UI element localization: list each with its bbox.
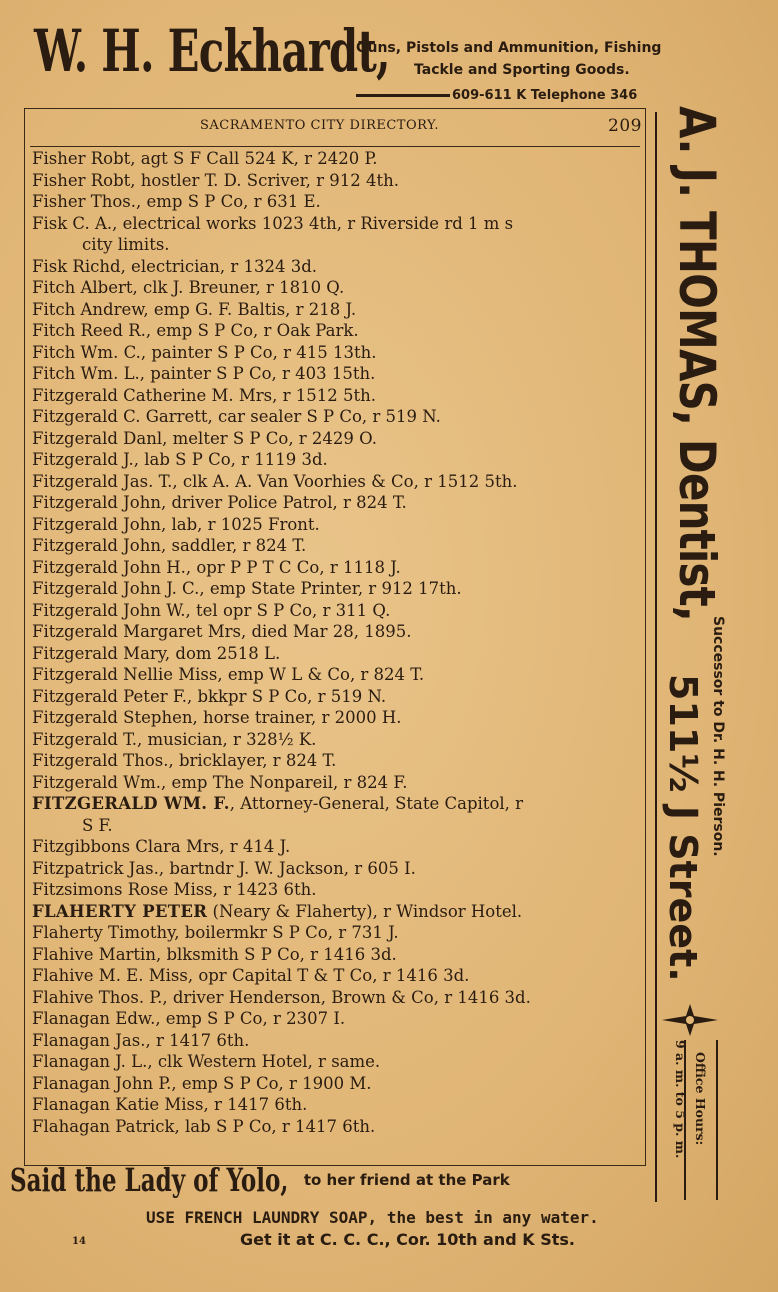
directory-entry xyxy=(32,600,640,622)
top-ad-name: W. H. Eckhardt, xyxy=(34,17,390,85)
entry-text: Fitch Reed R., emp S P Co, r Oak Park. xyxy=(32,321,359,340)
directory-entry xyxy=(32,148,640,170)
directory-entry xyxy=(32,213,640,235)
top-ad-tagline-2: Tackle and Sporting Goods. xyxy=(414,62,630,78)
entry-text: Fitzgerald John, driver Police Patrol, r 824 T. xyxy=(32,493,407,512)
entry-text: Fitzgerald Wm., emp The Nonpareil, r 824 F. xyxy=(32,772,408,792)
entry-text: Fisher Robt, hostler T. D. Scriver, r 912 4th. xyxy=(32,170,400,190)
directory-entry xyxy=(32,707,640,729)
entry-text: Fitzgerald John H., opr P P T C Co, r 1118 J. xyxy=(32,557,401,577)
entry-text: Flanagan Katie Miss, r 1417 6th. xyxy=(32,1095,308,1114)
directory-entry xyxy=(32,320,640,342)
entry-text: Fitzgerald John, lab, r 1025 Front. xyxy=(32,514,320,534)
entry-text: Fitch Wm. L., painter S P Co, r 403 15th. xyxy=(32,364,376,383)
directory-entry xyxy=(32,471,640,493)
entry-text: Fitzgerald John W., tel opr S P Co, r 311 Q. xyxy=(32,600,391,620)
bottom-ad-location: Get it at C. C. C., Cor. 10th and K Sts. xyxy=(240,1230,575,1249)
directory-entry xyxy=(32,170,640,192)
directory-entry xyxy=(32,879,640,901)
directory-entry xyxy=(32,621,640,643)
side-ad-name: A. J. THOMAS, Dentist, xyxy=(668,106,726,621)
entry-text: Fitzgerald Stephen, horse trainer, r 2000 H. xyxy=(32,708,402,727)
entry-text: Fitch Andrew, emp G. F. Baltis, r 218 J. xyxy=(32,299,357,319)
page-header xyxy=(200,116,642,136)
entry-text: Fitzgerald Danl, melter S P Co, r 2429 O. xyxy=(32,428,377,448)
directory-entry xyxy=(32,664,640,686)
bottom-ad-headline xyxy=(10,1161,510,1199)
directory-entry xyxy=(32,858,640,880)
entry-text: Fitzgerald T., musician, r 328½ K. xyxy=(32,729,317,749)
entry-text: Fitzgibbons Clara Mrs, r 414 J. xyxy=(32,837,291,856)
entry-text: Fitzgerald J., lab S P Co, r 1119 3d. xyxy=(32,450,328,469)
entry-text: Fitzgerald Mary, dom 2518 L. xyxy=(32,643,281,663)
bottom-ad-headline-small: to her friend at the Park xyxy=(303,1171,510,1189)
directory-entry xyxy=(32,686,640,708)
entry-text: S F. xyxy=(82,815,113,835)
page-signature: 14 xyxy=(72,1236,86,1247)
directory-entry xyxy=(32,385,640,407)
entry-text: , Attorney-General, State Capitol, r xyxy=(229,794,524,813)
entry-text: Fitzgerald Thos., bricklayer, r 824 T. xyxy=(32,751,337,770)
directory-entry xyxy=(32,234,640,256)
header-rule xyxy=(30,146,640,147)
entry-text: Fisher Robt, agt S F Call 524 K, r 2420 P. xyxy=(32,149,378,168)
directory-entry xyxy=(32,922,640,944)
directory-entry xyxy=(32,1073,640,1095)
bottom-ad-soap: USE FRENCH LAUNDRY SOAP, the best in any water. xyxy=(146,1208,599,1227)
entry-text: Fitzgerald Margaret Mrs, died Mar 28, 1895. xyxy=(32,622,412,641)
entry-text: Flahive Martin, blksmith S P Co, r 1416 3d. xyxy=(32,944,397,964)
directory-entries xyxy=(32,148,640,1137)
directory-entry xyxy=(32,750,640,772)
office-hours-label: Office Hours: xyxy=(693,1052,708,1146)
entry-text: Flanagan J. L., clk Western Hotel, r same. xyxy=(32,1052,381,1071)
entry-text: Fisk Richd, electrician, r 1324 3d. xyxy=(32,256,318,276)
entry-text: city limits. xyxy=(82,235,170,254)
entry-text: Flaherty Timothy, boilermkr S P Co, r 731 J. xyxy=(32,923,399,942)
directory-entry xyxy=(32,815,640,837)
page-title: SACRAMENTO CITY DIRECTORY. xyxy=(200,118,440,133)
directory-entry xyxy=(32,729,640,751)
entry-name-bold: FITZGERALD WM. F. xyxy=(32,794,230,813)
directory-entry xyxy=(32,1051,640,1073)
top-ad-tagline-1: Guns, Pistols and Ammunition, Fishing xyxy=(356,40,662,56)
directory-entry xyxy=(32,535,640,557)
entry-text: Flahive Thos. P., driver Henderson, Brown & Co, r 1416 3d. xyxy=(32,987,531,1007)
ornament-icon xyxy=(660,1002,720,1038)
directory-entry xyxy=(32,965,640,987)
top-ad-rule xyxy=(356,94,450,97)
directory-entry xyxy=(32,514,640,536)
side-ad-address: 511½ J Street. xyxy=(661,674,705,982)
entry-text: Fitzgerald Peter F., bkkpr S P Co, r 519 N. xyxy=(32,686,387,706)
directory-entry xyxy=(32,256,640,278)
entry-text: Fisk C. A., electrical works 1023 4th, r Riverside rd 1 m s xyxy=(32,213,514,233)
directory-entry xyxy=(32,363,640,385)
directory-entry xyxy=(32,578,640,600)
directory-entry xyxy=(32,277,640,299)
directory-entry xyxy=(32,449,640,471)
side-ad-left-rule xyxy=(655,112,657,1202)
entry-text: Fitzgerald John, saddler, r 824 T. xyxy=(32,536,307,555)
entry-text: Fisher Thos., emp S P Co, r 631 E. xyxy=(32,192,321,211)
directory-entry xyxy=(32,1094,640,1116)
entry-text: Fitzgerald Catherine M. Mrs, r 1512 5th. xyxy=(32,385,376,405)
directory-entry xyxy=(32,428,640,450)
directory-entry xyxy=(32,643,640,665)
entry-text: Fitzgerald C. Garrett, car sealer S P Co, r 519 N. xyxy=(32,407,441,426)
directory-entry xyxy=(32,406,640,428)
entry-text: Fitzpatrick Jas., bartndr J. W. Jackson, r 605 I. xyxy=(32,858,416,878)
entry-text: Fitch Albert, clk J. Breuner, r 1810 Q. xyxy=(32,278,345,297)
page-number: 209 xyxy=(608,116,642,136)
office-hours-times: 9 a. m. to 5 p. m. xyxy=(673,1040,688,1159)
entry-text: Flahive M. E. Miss, opr Capital T & T Co, r 1416 3d. xyxy=(32,966,470,985)
directory-entry xyxy=(32,342,640,364)
directory-entry xyxy=(32,901,640,923)
directory-entry xyxy=(32,1008,640,1030)
entry-name-bold: FLAHERTY PETER xyxy=(32,901,208,921)
directory-entry xyxy=(32,557,640,579)
entry-text: Fitzsimons Rose Miss, r 1423 6th. xyxy=(32,880,317,899)
directory-entry xyxy=(32,1116,640,1138)
directory-entry xyxy=(32,793,640,815)
entry-text: Flanagan Jas., r 1417 6th. xyxy=(32,1030,250,1050)
top-ad-address: 609-611 K Telephone 346 xyxy=(452,88,638,103)
entry-text: Fitch Wm. C., painter S P Co, r 415 13th. xyxy=(32,342,377,362)
directory-entry xyxy=(32,836,640,858)
directory-entry xyxy=(32,987,640,1009)
entry-text: Flanagan John P., emp S P Co, r 1900 M. xyxy=(32,1073,372,1093)
office-box-right xyxy=(716,1040,718,1200)
directory-entry xyxy=(32,944,640,966)
entry-text: Flanagan Edw., emp S P Co, r 2307 I. xyxy=(32,1009,346,1028)
directory-entry xyxy=(32,772,640,794)
entry-text: Fitzgerald Nellie Miss, emp W L & Co, r 824 T. xyxy=(32,665,425,684)
entry-text: (Neary & Flaherty), r Windsor Hotel. xyxy=(207,901,523,921)
bottom-ad-headline-big: Said the Lady of Yolo, xyxy=(10,1161,289,1199)
entry-text: Fitzgerald Jas. T., clk A. A. Van Voorhies & Co, r 1512 5th. xyxy=(32,471,518,491)
directory-entry xyxy=(32,299,640,321)
entry-text: Flahagan Patrick, lab S P Co, r 1417 6th. xyxy=(32,1116,376,1136)
entry-text: Fitzgerald John J. C., emp State Printer, r 912 17th. xyxy=(32,579,462,598)
directory-entry xyxy=(32,492,640,514)
directory-entry xyxy=(32,1030,640,1052)
side-ad-successor: Successor to Dr. H. H. Pierson. xyxy=(710,616,726,857)
directory-entry xyxy=(32,191,640,213)
